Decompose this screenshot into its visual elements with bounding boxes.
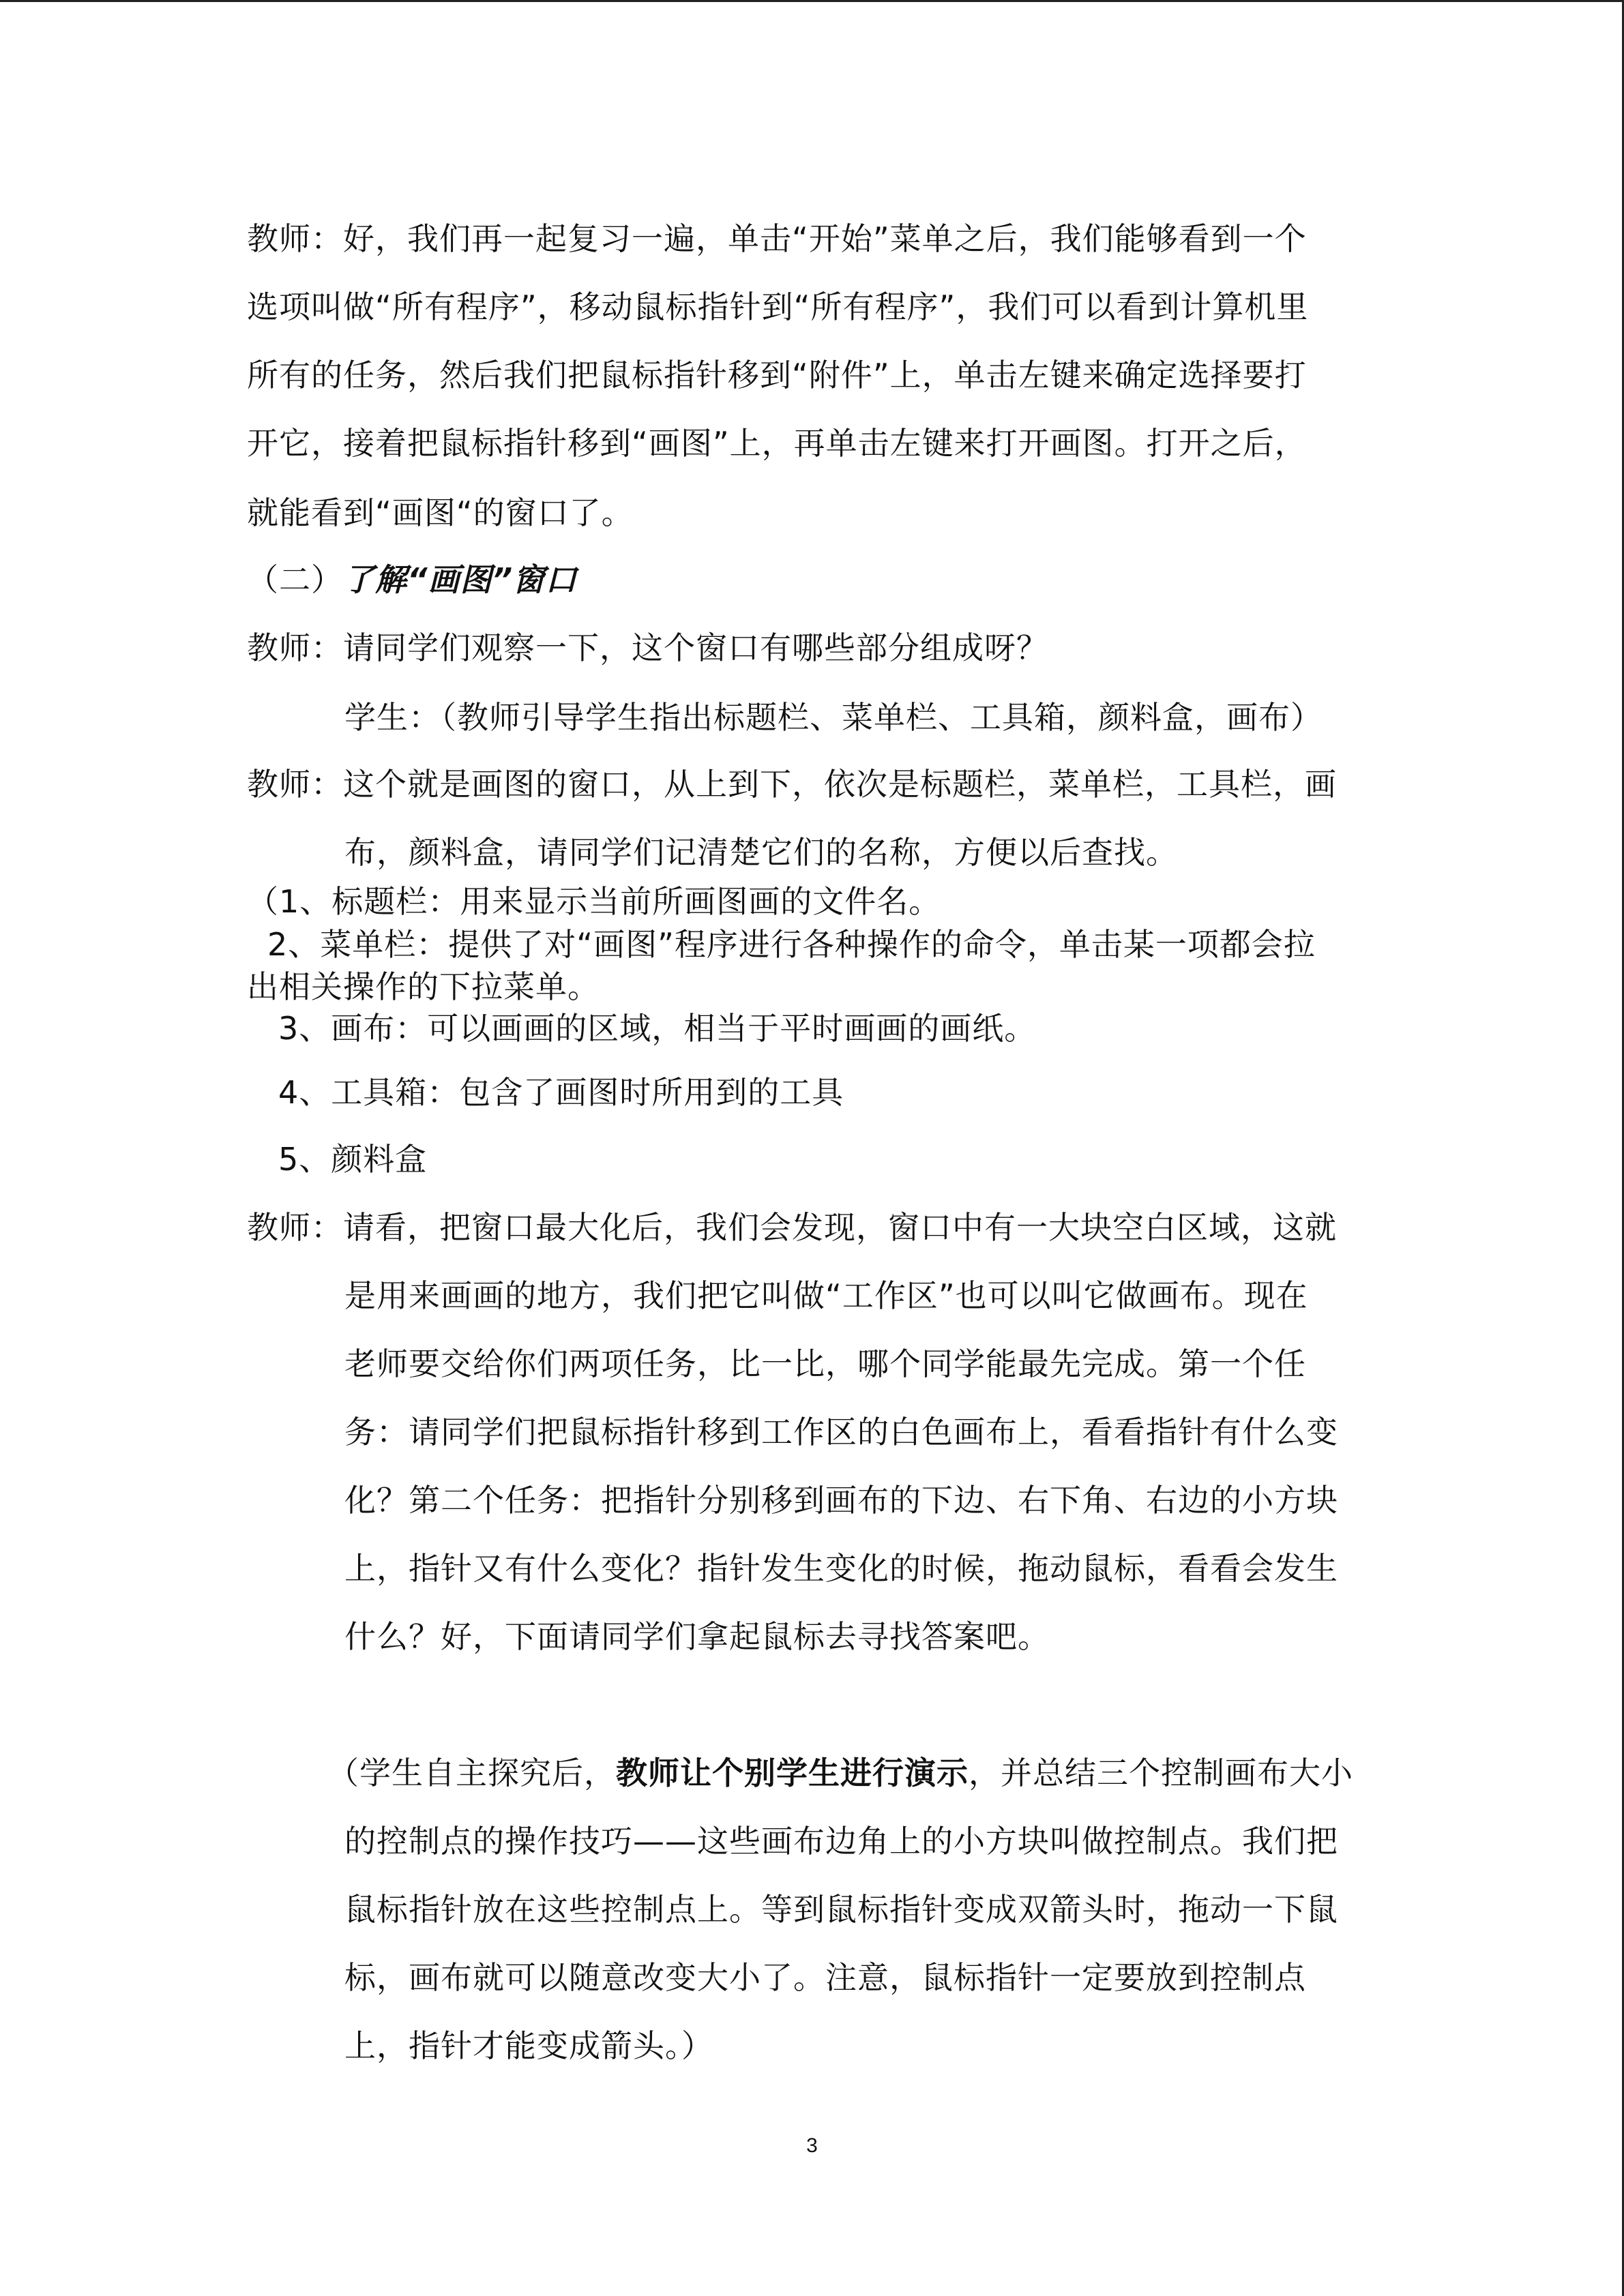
paragraph1-line2: 选项叫做“所有程序”，移动鼠标指针到“所有程序”，我们可以看到计算机里 [247,288,1309,325]
list-item-2-line1: 2、菜单栏：提供了对“画图”程序进行各种操作的命令，单击某一项都会拉 [267,926,1316,963]
section-heading [247,559,577,600]
list-item-4: 4、工具箱：包含了画图时所用到的工具 [278,1074,844,1111]
student-explore-line5: 上，指针才能变成箭头。） [344,2027,713,2064]
teacher-task-line3: 老师要交给你们两项任务，比一比，哪个同学能最先完成。第一个任 [344,1345,1306,1382]
teacher-explain-line1: 教师：这个就是画图的窗口，从上到下，依次是标题栏，菜单栏，工具栏，画 [247,766,1337,803]
page-top-border [0,0,1624,2]
list-item-3: 3、画布：可以画画的区域，相当于平时画画的画纸。 [278,1010,1037,1047]
student-explore-line4: 标，画布就可以随意改变大小了。注意，鼠标指针一定要放到控制点 [344,1959,1306,1996]
student-explore-bold: 教师让个别学生进行演示 [616,1755,969,1791]
teacher-task-line5: 化？第二个任务：把指针分别移到画布的下边、右下角、右边的小方块 [344,1482,1338,1519]
section-heading-prefix: （二） [247,561,343,598]
page-number: 3 [806,2134,818,2157]
section-heading-title: 了解“画图”窗口 [343,561,578,598]
list-item-5: 5、颜料盒 [278,1141,428,1178]
list-item-2-line2: 出相关操作的下拉菜单。 [247,968,600,1005]
paragraph1-line3: 所有的任务，然后我们把鼠标指针移到“附件”上，单击左键来确定选择要打 [247,357,1307,393]
student-explore-line3: 鼠标指针放在这些控制点上。等到鼠标指针变成双箭头时，拖动一下鼠 [344,1891,1338,1928]
student-explore-part-b: ，并总结三个控制画布大小 [969,1755,1353,1791]
paragraph1-line4: 开它，接着把鼠标指针移到“画图”上，再单击左键来打开画图。打开之后， [247,425,1307,462]
student-explore-line1 [327,1753,1353,1793]
teacher-task-line2: 是用来画画的地方，我们把它叫做“工作区”也可以叫它做画布。现在 [344,1277,1308,1314]
paragraph1-line1: 教师：好，我们再一起复习一遍，单击“开始”菜单之后，我们能够看到一个 [247,220,1307,257]
student-explore-line2: 的控制点的操作技巧——这些画布边角上的小方块叫做控制点。我们把 [344,1823,1338,1860]
paragraph1-line5: 就能看到“画图“的窗口了。 [247,494,634,531]
teacher-task-line1: 教师：请看，把窗口最大化后，我们会发现，窗口中有一大块空白区域，这就 [247,1209,1337,1246]
teacher-task-line7: 什么？好，下面请同学们拿起鼠标去寻找答案吧。 [344,1618,1050,1655]
teacher-task-line6: 上，指针又有什么变化？指针发生变化的时候，拖动鼠标，看看会发生 [344,1550,1338,1587]
student-answer: 学生：（教师引导学生指出标题栏、菜单栏、工具箱，颜料盒，画布） [344,699,1323,736]
teacher-task-line4: 务：请同学们把鼠标指针移到工作区的白色画布上，看看指针有什么变 [344,1414,1338,1450]
teacher-explain-line2: 布，颜料盒，请同学们记清楚它们的名称，方便以后查找。 [344,834,1178,871]
list-item-1: （1、标题栏：用来显示当前所画图画的文件名。 [247,883,941,920]
student-explore-part-a: （学生自主探究后， [327,1755,616,1791]
teacher-question: 教师：请同学们观察一下，这个窗口有哪些部分组成呀？ [247,629,1048,666]
